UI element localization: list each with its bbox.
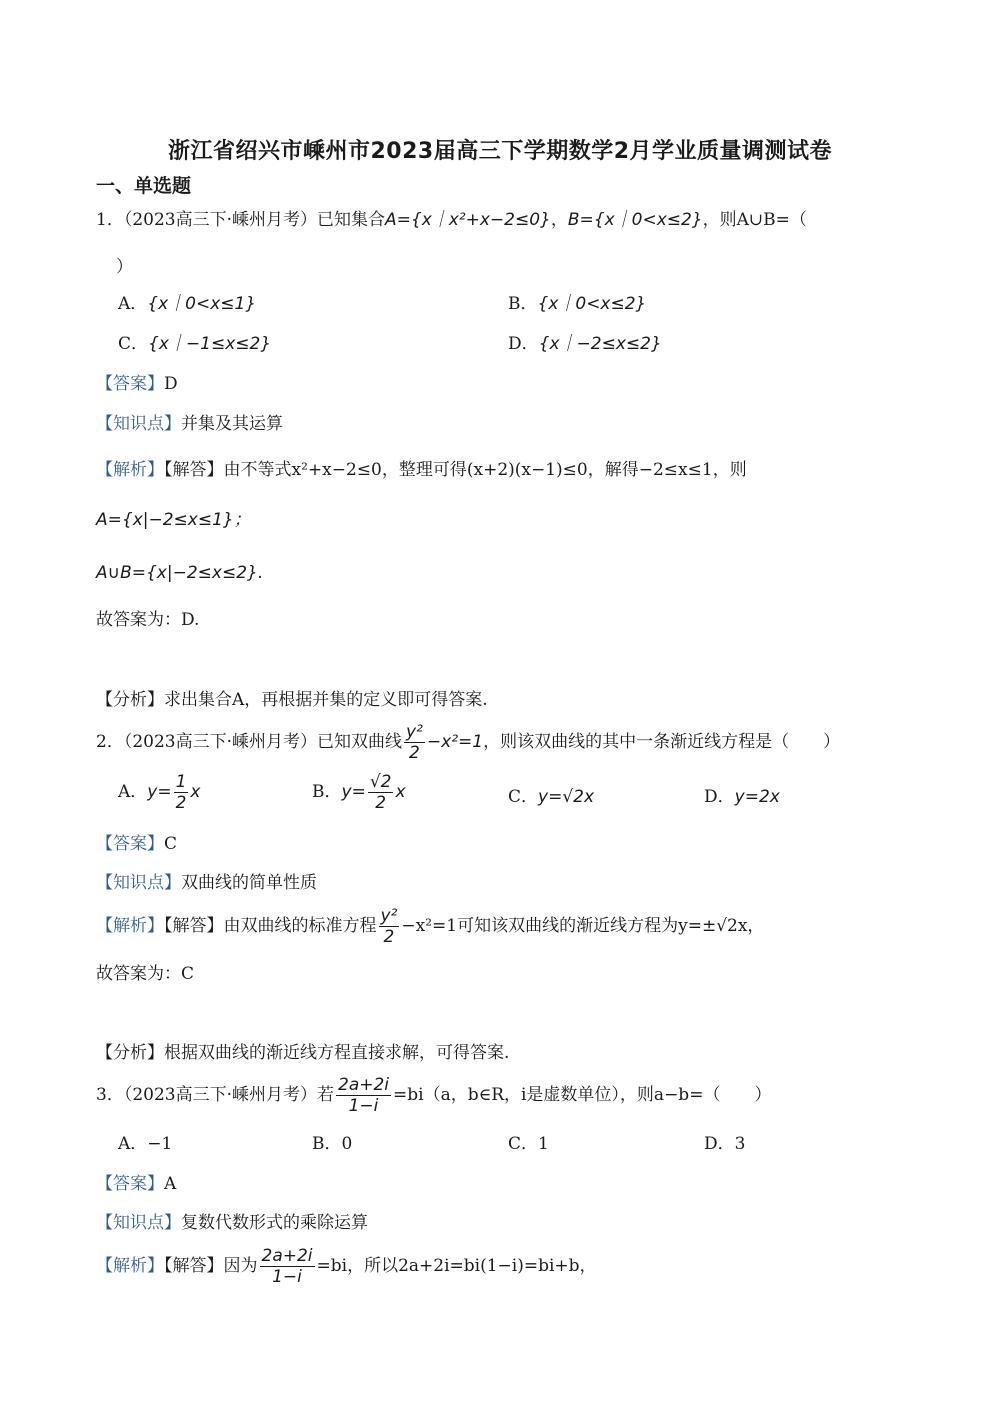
q2-stem — [96, 722, 840, 763]
q1-solution-line1 — [96, 458, 747, 482]
option-fraction — [174, 772, 189, 813]
answer-value: D — [164, 374, 178, 394]
page-title: 浙江省绍兴市嵊州市2023届高三下学期数学2月学业质量调测试卷 — [167, 139, 833, 164]
q1-answer — [96, 372, 178, 396]
q3-option-b — [312, 1132, 352, 1156]
solution-subtag: 【解答】 — [164, 1256, 224, 1276]
fraction-numerator: y² — [406, 722, 423, 742]
q2-solution-line1 — [96, 906, 764, 947]
q2-analysis: 【分析】根据双曲线的渐近线方程直接求解，可得答案. — [96, 1043, 510, 1063]
q2-knowledge-point — [96, 871, 317, 895]
kp-text: 复数代数形式的乘除运算 — [181, 1213, 368, 1233]
q3-fraction — [336, 1075, 391, 1116]
solution-fraction — [379, 906, 400, 947]
q3-knowledge-point — [96, 1211, 368, 1235]
q3-source: （2023高三下·嵊州月考） — [123, 1085, 317, 1105]
q2-fraction — [404, 722, 425, 763]
q1-set-b: B={x｜0<x≤2} — [567, 210, 703, 230]
q2-number: 2． — [96, 732, 124, 752]
fraction-denominator: 2 — [409, 743, 420, 763]
q1-option-d — [508, 332, 662, 356]
fraction-denominator: 2 — [383, 927, 395, 947]
option-label: B． — [508, 294, 538, 314]
q2-option-c — [508, 785, 594, 809]
option-text: {x｜0<x≤1} — [147, 294, 257, 314]
q2-option-b — [312, 772, 406, 813]
option-text: y=2x — [734, 787, 780, 807]
fraction-denominator: 2 — [375, 793, 387, 813]
solution-text: 由双曲线的标准方程 — [223, 916, 377, 936]
q1-source: （2023高三下·嵊州月考） — [123, 210, 317, 230]
q3-number: 3． — [96, 1085, 124, 1105]
solution-fraction — [260, 1246, 315, 1287]
option-text: 3 — [734, 1134, 746, 1154]
solution-text: 由不等式x²+x−2≤0，整理可得(x+2)(x−1)≤0，解得−2≤x≤1，则 — [223, 460, 747, 480]
q1-knowledge-point — [96, 412, 283, 436]
option-text: y= — [341, 782, 366, 802]
q2-stem-post: ，则该双曲线的其中一条渐近线方程是（ ） — [483, 732, 841, 752]
option-text: {x｜−2≤x≤2} — [538, 334, 662, 354]
q2-stem-mid: −x²=1 — [426, 732, 484, 752]
q1-analysis: 【分析】求出集合A，再根据并集的定义即可得答案. — [96, 690, 488, 710]
solution-subtag: 【解答】 — [164, 460, 224, 480]
q1-option-c — [118, 332, 271, 356]
q2-answer — [96, 832, 177, 856]
q1-solution-line4: 故答案为：D. — [96, 610, 200, 630]
fraction-denominator: 1−i — [272, 1267, 302, 1287]
option-label: D． — [704, 1134, 735, 1154]
option-label: C． — [508, 787, 539, 807]
kp-tag: 【知识点】 — [96, 1213, 181, 1233]
q3-solution-line1 — [96, 1246, 597, 1287]
section-heading: 一、单选题 — [96, 175, 192, 197]
fraction-numerator: 1 — [175, 772, 187, 792]
answer-tag: 【答案】 — [96, 1174, 164, 1194]
option-label: A． — [118, 1134, 148, 1154]
kp-tag: 【知识点】 — [96, 414, 181, 434]
q1-set-a: A={x｜x²+x−2≤0} — [385, 210, 551, 230]
q1-option-b — [508, 292, 646, 316]
q1-paren-close: ） — [116, 257, 133, 277]
q3-answer — [96, 1172, 176, 1196]
solution-subtag: 【解答】 — [164, 916, 224, 936]
answer-tag: 【答案】 — [96, 834, 164, 854]
option-text: {x｜0<x≤2} — [537, 294, 647, 314]
q3-option-a — [118, 1132, 172, 1156]
option-text: 1 — [538, 1134, 549, 1154]
option-label: B． — [312, 782, 342, 802]
option-label: A． — [118, 294, 148, 314]
option-text: {x｜−1≤x≤2} — [148, 334, 272, 354]
option-text: x — [190, 782, 201, 802]
q2-option-a — [118, 772, 200, 813]
fraction-numerator: 2a+2i — [338, 1075, 390, 1095]
q3-stem — [96, 1075, 771, 1116]
q2-stem-pre: 已知双曲线 — [317, 732, 402, 752]
kp-tag: 【知识点】 — [96, 873, 181, 893]
q1-option-a — [118, 292, 256, 316]
q1-solution-line2: A={x|−2≤x≤1}； — [96, 510, 251, 530]
solution-text: =bi，所以2a+2i=bi(1−i)=bi+b， — [316, 1256, 597, 1276]
solution-text: −x²=1可知该双曲线的渐近线方程为y=±√2x， — [401, 916, 765, 936]
option-label: D． — [508, 334, 539, 354]
option-fraction — [368, 772, 394, 813]
option-label: C． — [508, 1134, 539, 1154]
solution-tag: 【解析】 — [96, 916, 164, 936]
option-text: 0 — [341, 1134, 353, 1154]
fraction-numerator: y² — [380, 906, 398, 926]
kp-text: 双曲线的简单性质 — [181, 873, 317, 893]
q1-number: 1． — [96, 210, 124, 230]
fraction-numerator: 2a+2i — [261, 1246, 313, 1266]
q3-option-c — [508, 1132, 549, 1156]
option-label: A． — [118, 782, 148, 802]
option-text: y=√2x — [538, 787, 595, 807]
q1-stem-post: ，则A∪B=（ — [702, 210, 807, 230]
option-label: B． — [312, 1134, 342, 1154]
answer-value: A — [164, 1174, 177, 1194]
q3-stem-pre: 若 — [317, 1085, 334, 1105]
kp-text: 并集及其运算 — [181, 414, 283, 434]
q1-stem: 1．（2023高三下·嵊州月考）已知集合A={x｜x²+x−2≤0}，B={x｜0<x≤2}，则A∪B=（ — [96, 210, 807, 230]
option-text: y= — [147, 782, 172, 802]
q2-source: （2023高三下·嵊州月考） — [123, 732, 317, 752]
solution-tag: 【解析】 — [96, 460, 164, 480]
option-text: x — [395, 782, 406, 802]
q3-option-d — [704, 1132, 745, 1156]
q2-solution-line2: 故答案为：C — [96, 964, 195, 984]
answer-tag: 【答案】 — [96, 374, 164, 394]
solution-text: 因为 — [223, 1256, 258, 1276]
option-label: C． — [118, 334, 149, 354]
option-text: −1 — [147, 1134, 173, 1154]
solution-tag: 【解析】 — [96, 1256, 164, 1276]
fraction-numerator: √2 — [369, 772, 392, 792]
fraction-denominator: 1−i — [348, 1096, 379, 1116]
q2-option-d — [704, 785, 780, 809]
fraction-denominator: 2 — [175, 793, 187, 813]
option-label: D． — [704, 787, 735, 807]
q1-stem-pre: 已知集合 — [317, 210, 385, 230]
q3-stem-post: =bi（a，b∈R，i是虚数单位），则a−b=（ ） — [393, 1085, 772, 1105]
q1-solution-line3: A∪B={x|−2≤x≤2}. — [96, 563, 264, 583]
answer-value: C — [164, 834, 178, 854]
